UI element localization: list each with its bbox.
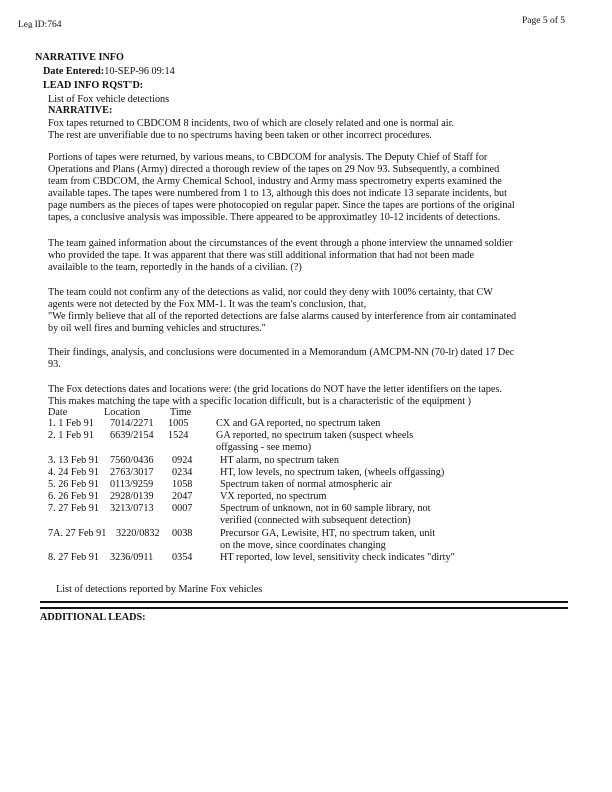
table-row [48,503,568,526]
cell-date: 6. 26 Feb 91 [48,491,99,502]
cell-date: 2. 1 Feb 91 [48,430,94,441]
cell-time: 0007 [172,503,193,514]
cell-desc: GA reported, no spectrum taken (suspect wheels [216,430,414,441]
table-row [48,455,568,467]
line: Portions of tapes were returned, by various means, to CBDCOM for analysis. The Deputy Chief of Staff for [48,152,488,163]
date-entered: Date Entered:10-SEP-96 09:14 [43,66,175,77]
cell-time: 0354 [172,552,193,563]
table-row [48,479,568,491]
additional-leads: ADDITIONAL LEADS: [40,612,146,623]
line: The Fox detections dates and locations were: (the grid locations do NOT have the letter identifiers on the tapes. [48,384,502,395]
cell-date: 5. 26 Feb 91 [48,479,99,490]
cell-desc: Spectrum of unknown, not in 60 sample library, not [220,503,431,514]
lead-id: Lea̲ ID:764 [18,20,62,30]
line: This makes matching the tape with a specific location difficult, but is a characteristic of the equipment ) [48,396,472,407]
table-row [48,528,568,551]
cell-loc: 3220/0832 [116,528,160,539]
lead-info-value: List of Fox vehicle detections [48,94,170,105]
cell-loc: 7560/0436 [110,455,154,466]
caption: List of detections reported by Marine Fox vehicles [56,584,263,595]
line: who provided the tape. It was apparent that there was still additional information that had not been made [48,250,475,261]
cell-desc-continued: verified (connected with subsequent detection) [220,515,411,526]
line: team from CBDCOM, the Army Chemical School, industry and Army mass spectrometry experts examined the [48,176,502,187]
cell-date: 4. 24 Feb 91 [48,467,99,478]
line: 93. [48,359,61,370]
cell-time: 0038 [172,528,193,539]
line: "We firmly believe that all of the reported detections are false alarms caused by interference from air contaminated [48,311,517,322]
line: page numbers as the pieces of tapes were photocopied on regular paper. Since the tapes are portions of the original [48,200,515,211]
paragraph-6 [48,384,578,408]
paragraph-5 [48,347,578,371]
header-time: Time [170,407,192,418]
line: The team could not confirm any of the detections as valid, nor could they deny with 100% certainty, that CW [48,287,493,298]
paragraph-1 [48,118,578,142]
table-row [48,491,568,503]
cell-time: 1005 [168,418,189,429]
table-row [48,467,568,479]
cell-date: 8. 27 Feb 91 [48,552,99,563]
line: The team gained information about the circumstances of the event through a phone interview the unnamed soldier [48,238,513,249]
divider [40,601,568,603]
table-row [48,430,568,453]
line: The rest are unverifiable due to no spectrums having been taken or other incorrect procedures. [48,130,432,141]
paragraph-2 [48,152,578,224]
cell-time: 1524 [168,430,189,441]
cell-time: 0924 [172,455,193,466]
header-date: Date [48,407,68,418]
line: availaible to the team, reportedly in the hands of a civilian. (?) [48,262,302,273]
page-number: Page 5 of 5 [522,16,566,26]
cell-loc: 3236/0911 [110,552,154,563]
cell-loc: 2928/0139 [110,491,154,502]
cell-desc-continued: on the move, since coordinates changing [220,540,386,551]
line: Their findings, analysis, and conclusions were documented in a Memorandum (AMCPM-NN (70-lr) dated 17 Dec [48,347,515,358]
line: Operations and Plans (Army) directed a thorough review of the tapes on 29 Nov 93. Subsequently, a combined [48,164,500,175]
cell-loc: 3213/0713 [110,503,154,514]
line: Fox tapes returned to CBDCOM 8 incidents, two of which are closely related and one is normal air. [48,118,454,129]
cell-desc: HT reported, low level, sensitivity check indicates "dirty" [220,552,455,563]
paragraph-3 [48,238,578,274]
cell-desc: Spectrum taken of normal atmospheric air [220,479,392,490]
lead-info-label: LEAD INFO RQST'D: [43,80,144,91]
paragraph-4 [48,287,578,335]
divider [40,607,568,609]
table-row [48,418,568,430]
cell-time: 1058 [172,479,193,490]
cell-loc: 2763/3017 [110,467,154,478]
cell-time: 0234 [172,467,193,478]
cell-date: 1. 1 Feb 91 [48,418,94,429]
cell-desc: HT, low levels, no spectrum taken, (wheels offgassing) [220,467,445,478]
cell-desc: CX and GA reported, no spectrum taken [216,418,381,429]
cell-desc: VX reported, no spectrum [220,491,327,502]
line: available tapes. The tapes were numbered from 1 to 13, although this does not indicate 13 separate incidents, but [48,188,507,199]
cell-loc: 0113/9259 [110,479,154,490]
cell-date: 7A. 27 Feb 91 [48,528,107,539]
cell-loc: 6639/2154 [110,430,154,441]
cell-loc: 7014/2271 [110,418,154,429]
section-title: NARRATIVE INFO [35,52,124,63]
header-location: Location [104,407,141,418]
line: tapes, a conclusive analysis was impossible. There appeared to be approximatley 10-12 incidents of detections. [48,212,501,223]
cell-time: 2047 [172,491,193,502]
cell-desc: HT alarm, no spectrum taken [220,455,339,466]
cell-date: 7. 27 Feb 91 [48,503,99,514]
table-row [48,552,568,564]
line: by oil well fires and burning vehicles and structures." [48,323,266,334]
narrative-label: NARRATIVE: [48,105,113,116]
cell-desc-continued: offgassing - see memo) [216,442,312,453]
cell-desc: Precursor GA, Lewisite, HT, no spectrum taken, unit [220,528,436,539]
line: agents were not detected by the Fox MM-1. It was the team's conclusion, that, [48,299,367,310]
cell-date: 3. 13 Feb 91 [48,455,99,466]
